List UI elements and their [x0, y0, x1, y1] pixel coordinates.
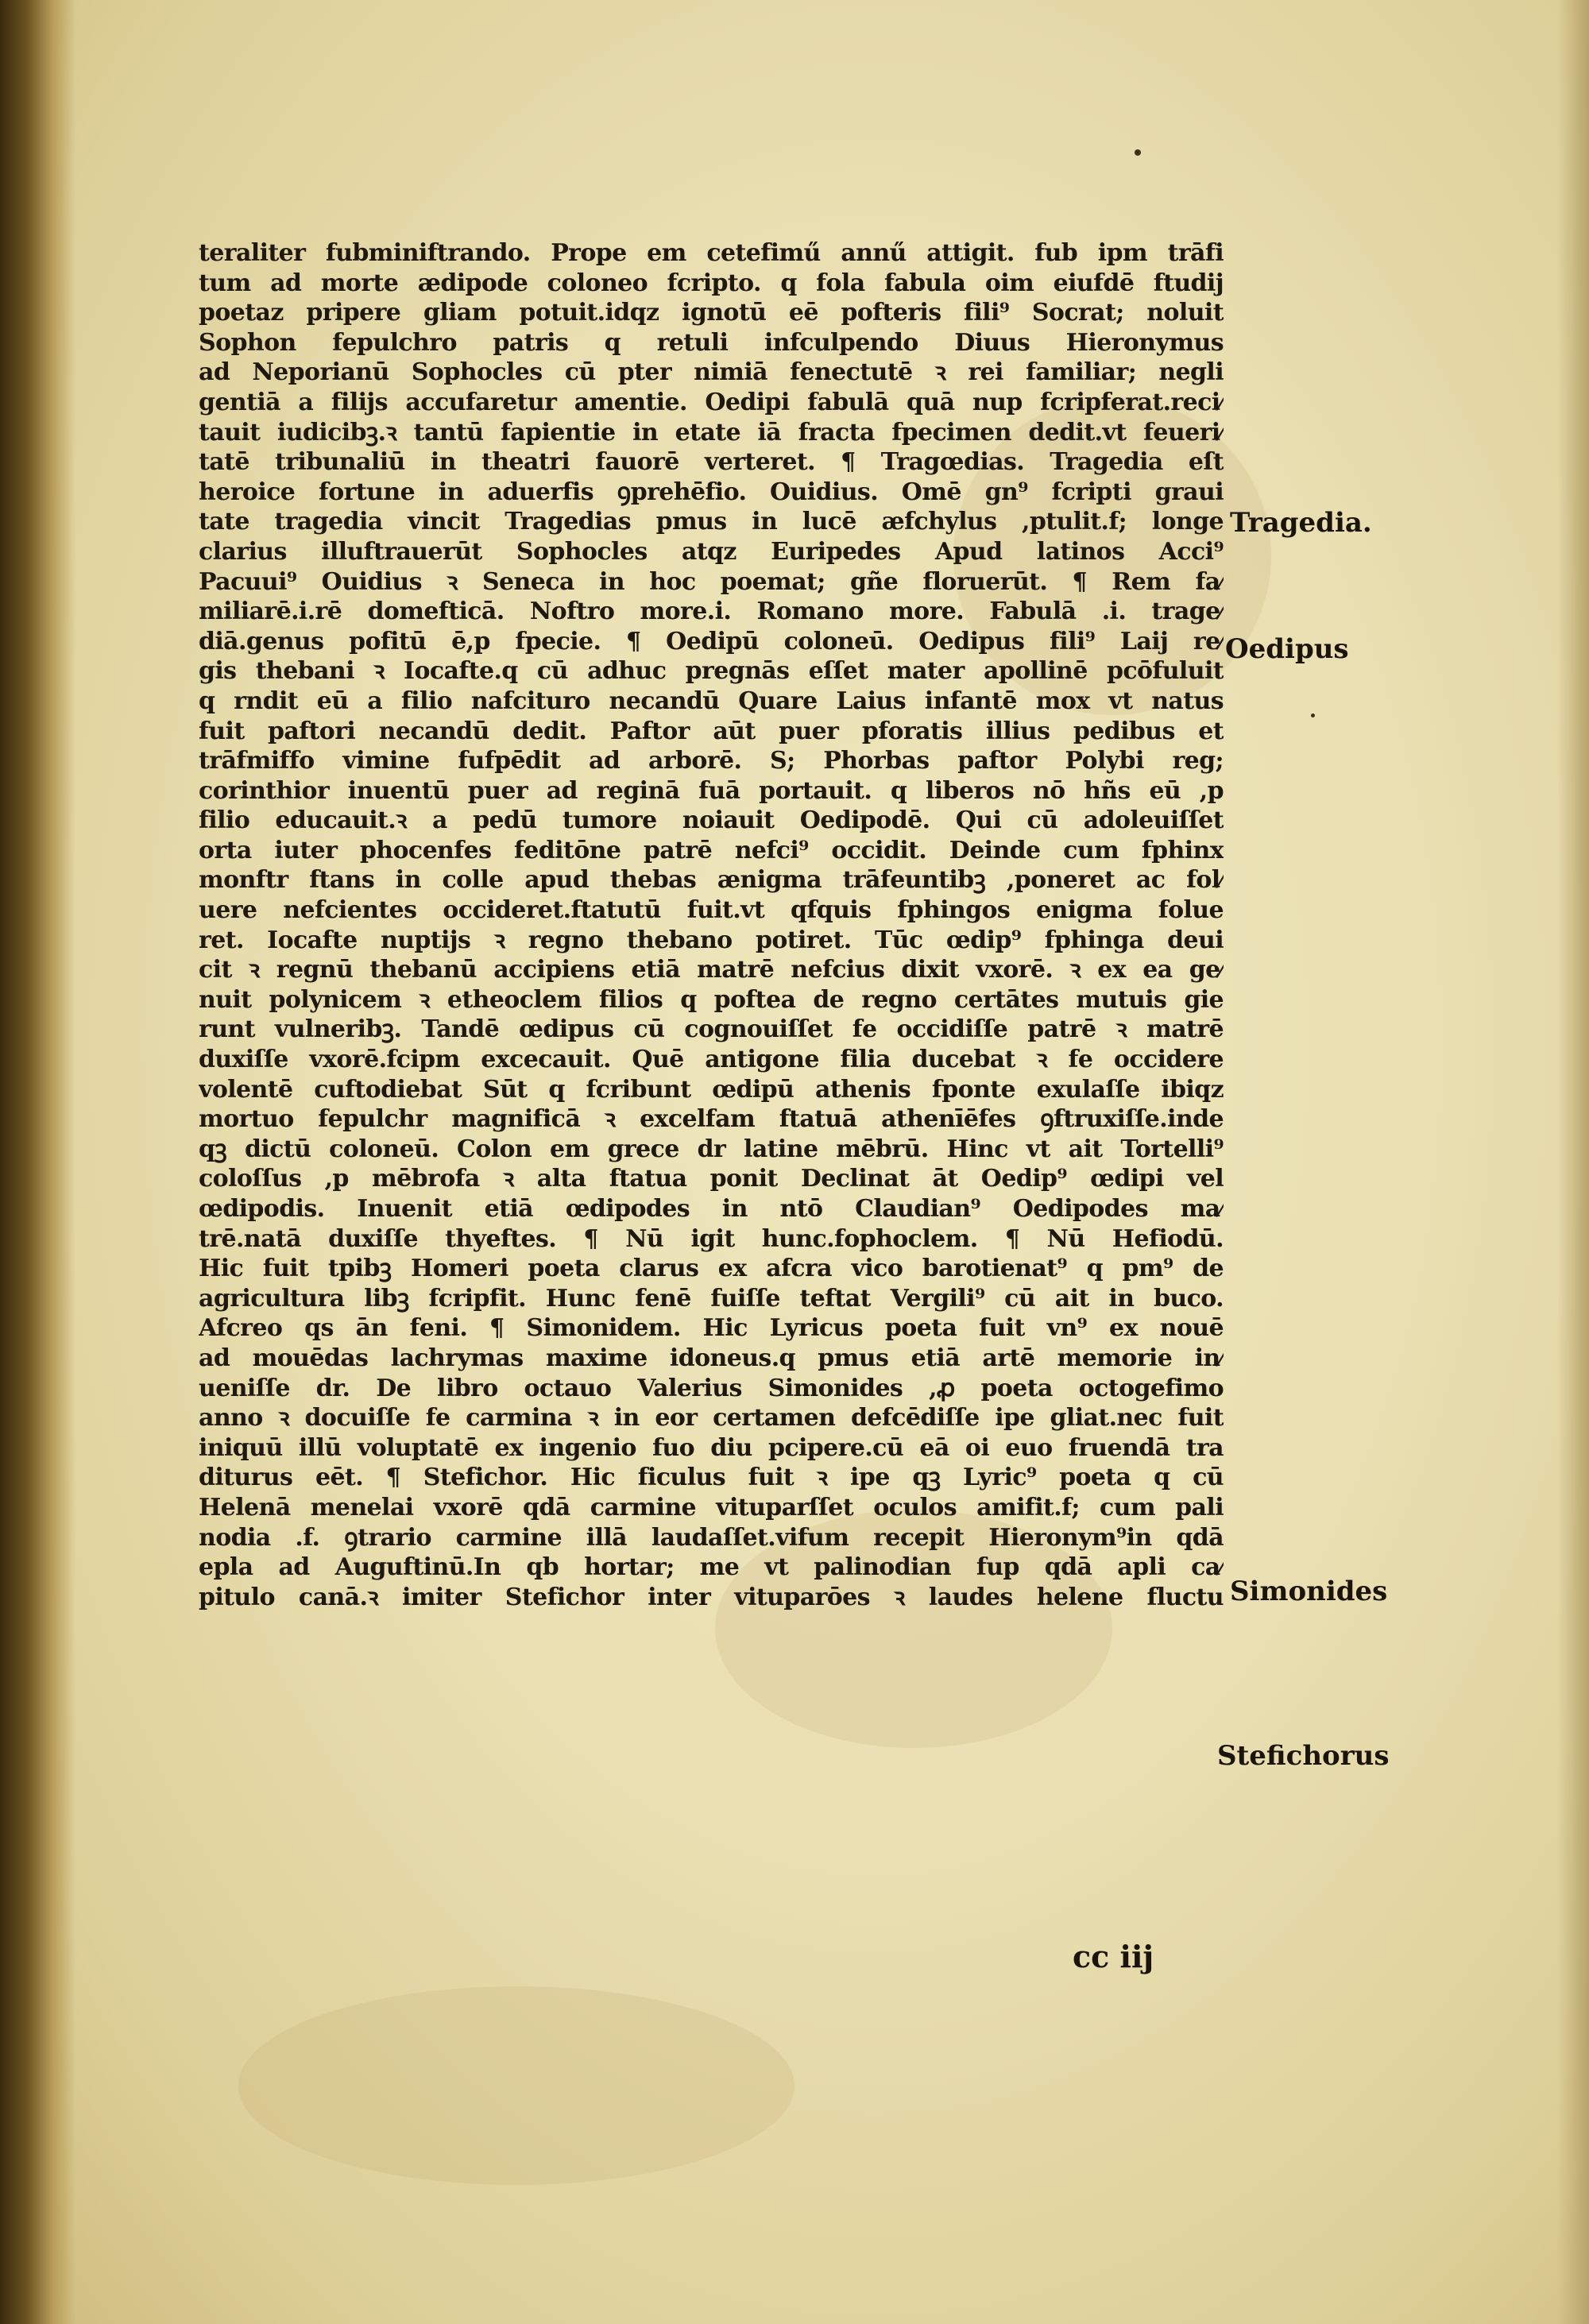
text-line: fuit paftori necandū dedit. Paftor aūt puer pforatis illius pedibus et [199, 717, 1224, 745]
text-line: qꝫ dictū coloneū. Colon em grece dr latine mēbrū. Hinc vt ait Tortelli⁹ [199, 1135, 1224, 1163]
text-line: gentiā a filijs accufaretur amentie. Oedipi fabulā quā nup fcripferat.reci⁄ [199, 388, 1224, 416]
text-line: ueniſſe dr. De libro octauo Valerius Simonides ,ꝓ poeta octogefimo [199, 1374, 1224, 1402]
text-line: tauit iudicibꝫ.ꝛ tantū fapientie in etate iā fracta fpecimen dedit.vt feueri⁄ [199, 418, 1224, 447]
text-line: ret. Iocafte nuptijs ꝛ regno thebano potiret. Tūc œdip⁹ fphinga deui [199, 926, 1224, 954]
text-line: Pacuui⁹ Ouidius ꝛ Seneca in hoc poemat; gñe floruerūt. ¶ Rem fa⁄ [199, 567, 1224, 596]
binding-gutter [0, 0, 75, 2324]
text-line: pitulo canā.ꝛ imiter Stefichor inter vituparōes ꝛ laudes helene fluctu [199, 1583, 1224, 1611]
marginal-note-simonides: Simonides [1230, 1576, 1388, 1607]
text-line: agricultura libꝫ fcripfit. Hunc fenē fuiſſe teftat Vergili⁹ cū ait in buco. [199, 1284, 1224, 1313]
marginal-note-stefichorus: Stefichorus [1217, 1740, 1390, 1772]
text-line: diturus eēt. ¶ Stefichor. Hic ficulus fuit ꝛ ipe qꝫ Lyric⁹ poeta q cū [199, 1464, 1224, 1492]
text-line: clarius illuftrauerūt Sophocles atqz Euripedes Apud latinos Acci⁹ [199, 537, 1224, 566]
text-line: runt vulneribꝫ. Tandē œdipus cū cognouiſſet fe occidiſſe patrē ꝛ matrē [199, 1015, 1224, 1044]
text-line: monftr ftans in colle apud thebas ænigma trāfeuntibꝫ ,poneret ac fol⁄ [199, 866, 1224, 895]
text-line: nodia .f. ꝯtrario carmine illā laudaſſet.vifum recepit Hieronym⁹in qdā [199, 1523, 1224, 1552]
text-line: tate tragedia vincit Tragedias pmus in lucē æfchylus ,ptulit.f; longe [199, 508, 1224, 536]
text-line: tatē tribunaliū in theatri fauorē verteret. ¶ Tragœdias. Tragedia eſt [199, 448, 1224, 477]
text-line: orta iuter phocenfes feditōne patrē nefci⁹ occidit. Deinde cum fphinx [199, 836, 1224, 864]
text-line: cit ꝛ regnū thebanū accipiens etiā matrē nefcius dixit vxorē. ꝛ ex ea ge⁄ [199, 956, 1224, 984]
text-line: filio educauit.ꝛ a pedū tumore noiauit Oedipodē. Qui cū adoleuiſſet [199, 806, 1224, 835]
text-line: epla ad Auguftinū.In qb hortar; me vt palinodian fup qdā apli ca⁄ [199, 1553, 1224, 1582]
main-text-block [199, 238, 1224, 1612]
text-line: Afcreo qs ān feni. ¶ Simonidem. Hic Lyricus poeta fuit vn⁹ ex nouē [199, 1314, 1224, 1343]
text-line: ad Neporianū Sophocles cū pter nimiā fenectutē ꝛ rei familiar; negli [199, 358, 1224, 387]
text-line: heroice fortune in aduerfis ꝯprehēfio. Ouidius. Omē gn⁹ fcripti graui [199, 478, 1224, 506]
marginal-note-oedipus: Oedipus [1225, 633, 1349, 665]
ink-dot [1135, 149, 1141, 156]
text-line: trē.natā duxiſſe thyeftes. ¶ Nū igit hunc.fophoclem. ¶ Nū Hefiodū. [199, 1224, 1224, 1253]
text-line: Sophon fepulchro patris q retuli infculpendo Diuus Hieronymus [199, 328, 1224, 357]
page-edge [1557, 0, 1589, 2324]
text-line: teraliter fubminiftrando. Prope em cetefimű annű attigit. fub ipm trāfi [199, 239, 1224, 267]
text-line: œdipodis. Inuenit etiā œdipodes in ntō Claudian⁹ Oedipodes ma⁄ [199, 1195, 1224, 1223]
text-line: nuit polynicem ꝛ etheoclem filios q poftea de regno certātes mutuis gie [199, 985, 1224, 1014]
text-line: ad mouēdas lachrymas maxime idoneus.q pmus etiā artē memorie in⁄ [199, 1344, 1224, 1372]
text-line: trāfmiffo vimine fufpēdit ad arborē. S; Phorbas paftor Polybi reg; [199, 747, 1224, 775]
text-line: coloſſus ,p mēbrofa ꝛ alta ftatua ponit Declinat āt Oedip⁹ œdipi vel [199, 1165, 1224, 1193]
marginal-note-tragedia: Tragedia. [1230, 507, 1372, 539]
text-line: Hic fuit tpibꝫ Homeri poeta clarus ex afcra vico barotienat⁹ q pm⁹ de [199, 1255, 1224, 1283]
text-line: tum ad morte ædipode coloneo fcripto. q fola fabula oim eiufdē ftudij [199, 269, 1224, 297]
ink-dot [1311, 713, 1315, 717]
text-line: mortuo fepulchr magnificā ꝛ excelfam ftatuā athenīēfes ꝯftruxiſſe.inde [199, 1105, 1224, 1134]
text-line: uere nefcientes occideret.ftatutū fuit.vt qfquis fphingos enigma folue [199, 896, 1224, 925]
paper-stain [238, 1986, 794, 2185]
text-line: duxiſſe vxorē.fcipm excecauit. Quē antigone filia ducebat ꝛ fe occidere [199, 1046, 1224, 1074]
text-line: poetaz pripere gliam potuit.idqz ignotū eē pofteris fili⁹ Socrat; noluit [199, 299, 1224, 327]
signature-mark: cc iij [1073, 1939, 1154, 1974]
text-line: iniquū illū voluptatē ex ingenio fuo diu pcipere.cū eā oi euo fruendā tra [199, 1433, 1224, 1462]
text-line: diā.genus pofitū ē,p fpecie. ¶ Oedipū coloneū. Oedipus fili⁹ Laij re⁄ [199, 627, 1224, 655]
text-line: anno ꝛ docuiſſe fe carmina ꝛ in eor certamen defcēdiſſe ipe gliat.nec fuit [199, 1404, 1224, 1433]
text-line: gis thebani ꝛ Iocafte.q cū adhuc pregnās eſſet mater apollinē pcōfuluit [199, 657, 1224, 686]
text-line: volentē cuftodiebat Sūt q fcribunt œdipū athenis fponte exulaſſe ibiqz [199, 1075, 1224, 1104]
text-line: miliarē.i.rē domefticā. Noftro more.i. Romano more. Fabulā .i. trage⁄ [199, 597, 1224, 626]
text-line: corinthior inuentū puer ad reginā fuā portauit. q liberos nō hñs eū ,p [199, 776, 1224, 805]
text-line: Helenā menelai vxorē qdā carmine vituparſſet oculos amifit.f; cum pali [199, 1493, 1224, 1522]
text-line: q rndit eū a filio nafcituro necandū Quare Laius infantē mox vt natus [199, 686, 1224, 715]
